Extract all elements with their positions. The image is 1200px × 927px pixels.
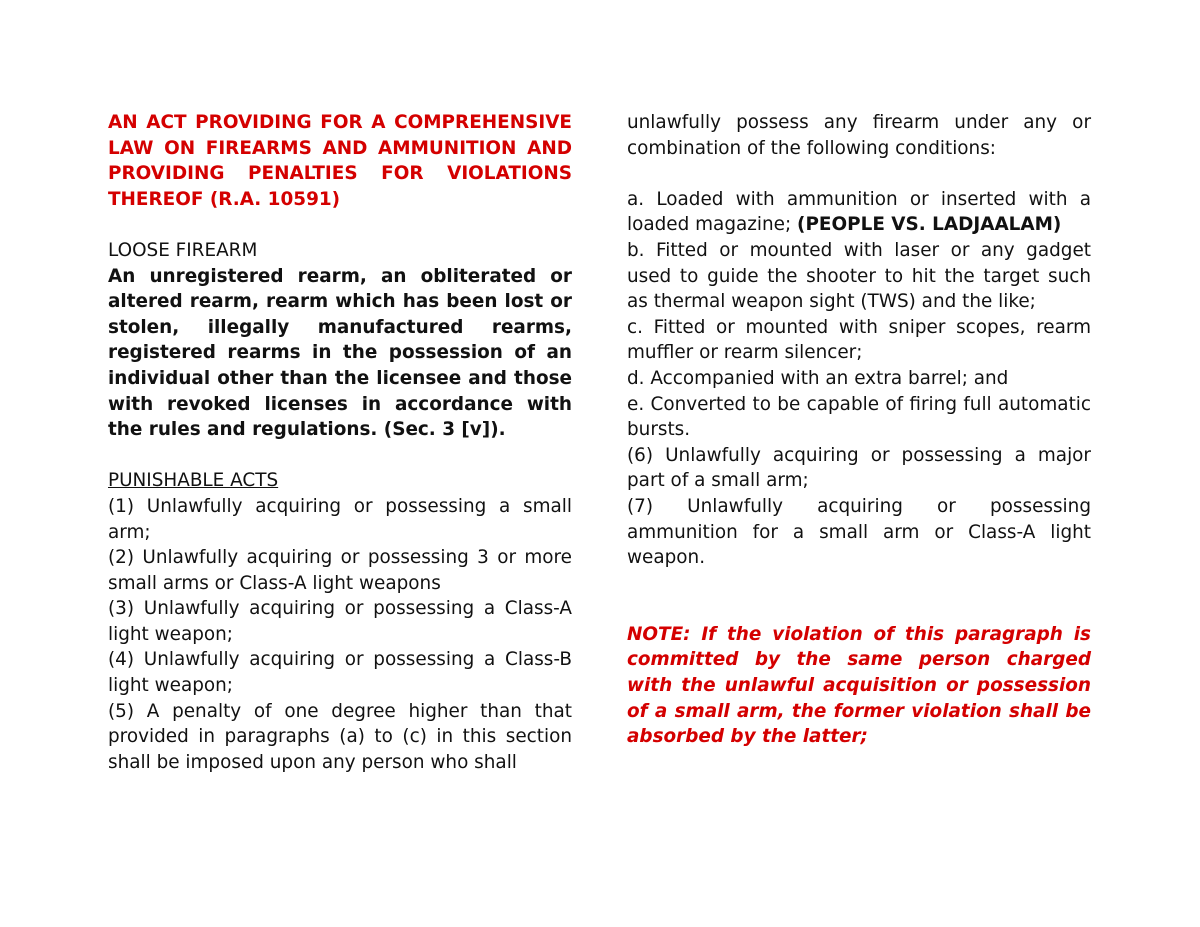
spacer — [627, 596, 1091, 622]
punishable-acts-heading: PUNISHABLE ACTS — [108, 470, 279, 492]
condition-e: e. Converted to be capable of firing full automatic bursts. — [627, 393, 1091, 441]
punishable-act-3: (3) Unlawfully acquiring or possessing a Class-A light weapon; — [108, 598, 572, 645]
continuation-paragraph: unlawfully possess any firearm under any or combination of the following conditions: — [627, 112, 1091, 159]
condition-a — [627, 187, 1091, 238]
loose-firearm-definition: An unregistered rearm, an obliterated or altered rearm, rearm which has been lost or stolen, illegally manufactured rearms, registered rearms in the possession of an individual other than the licensee and those with revoked licenses in accordance with the rules and regulations. (Sec. 3 [v]). — [108, 265, 572, 441]
punishable-act-4: (4) Unlawfully acquiring or possessing a Class-B light weapon; — [108, 649, 572, 697]
punishable-act-5: (5) A penalty of one degree higher than that provided in paragraphs (a) to (c) in this section shall be imposed upon any person who shall — [108, 700, 572, 773]
condition-d: d. Accompanied with an extra barrel; and — [627, 367, 1009, 389]
right-column — [627, 110, 1091, 750]
punishable-act-6: (6) Unlawfully acquiring or possessing a major part of a small arm; — [627, 444, 1091, 492]
spacer — [108, 443, 572, 469]
loose-firearm-heading: LOOSE FIREARM — [108, 239, 258, 261]
condition-b: b. Fitted or mounted with laser or any gadget used to guide the shooter to hit the target such as thermal weapon sight (TWS) and the like; — [627, 239, 1091, 313]
case-citation: (PEOPLE VS. LADJAALAM) — [797, 214, 1062, 236]
punishable-act-1: (1) Unlawfully acquiring or possessing a small arm; — [108, 495, 572, 543]
note-paragraph: NOTE: If the violation of this paragraph is committed by the same person charged with the unlawful acquisition or possession of a small arm, the former violation shall be absorbed by the latter; — [627, 623, 1091, 748]
spacer — [108, 212, 572, 238]
punishable-act-7: (7) Unlawfully acquiring or possessing ammunition for a small arm or Class-A light weapon. — [627, 495, 1091, 569]
left-column — [108, 110, 572, 775]
spacer — [627, 161, 1091, 187]
condition-a-text: a. Loaded with ammunition or inserted with a loaded magazine; — [627, 188, 1091, 236]
spacer — [627, 571, 1091, 597]
punishable-act-2: (2) Unlawfully acquiring or possessing 3 or more small arms or Class-A light weapons — [108, 547, 572, 594]
condition-c: c. Fitted or mounted with sniper scopes, rearm muffler or rearm silencer; — [627, 316, 1091, 364]
act-title: AN ACT PROVIDING FOR A COMPREHENSIVE LAW ON FIREARMS AND AMMUNITION AND PROVIDING PENALTIES FOR VIOLATIONS THEREOF (R.A. 10591) — [108, 112, 572, 210]
